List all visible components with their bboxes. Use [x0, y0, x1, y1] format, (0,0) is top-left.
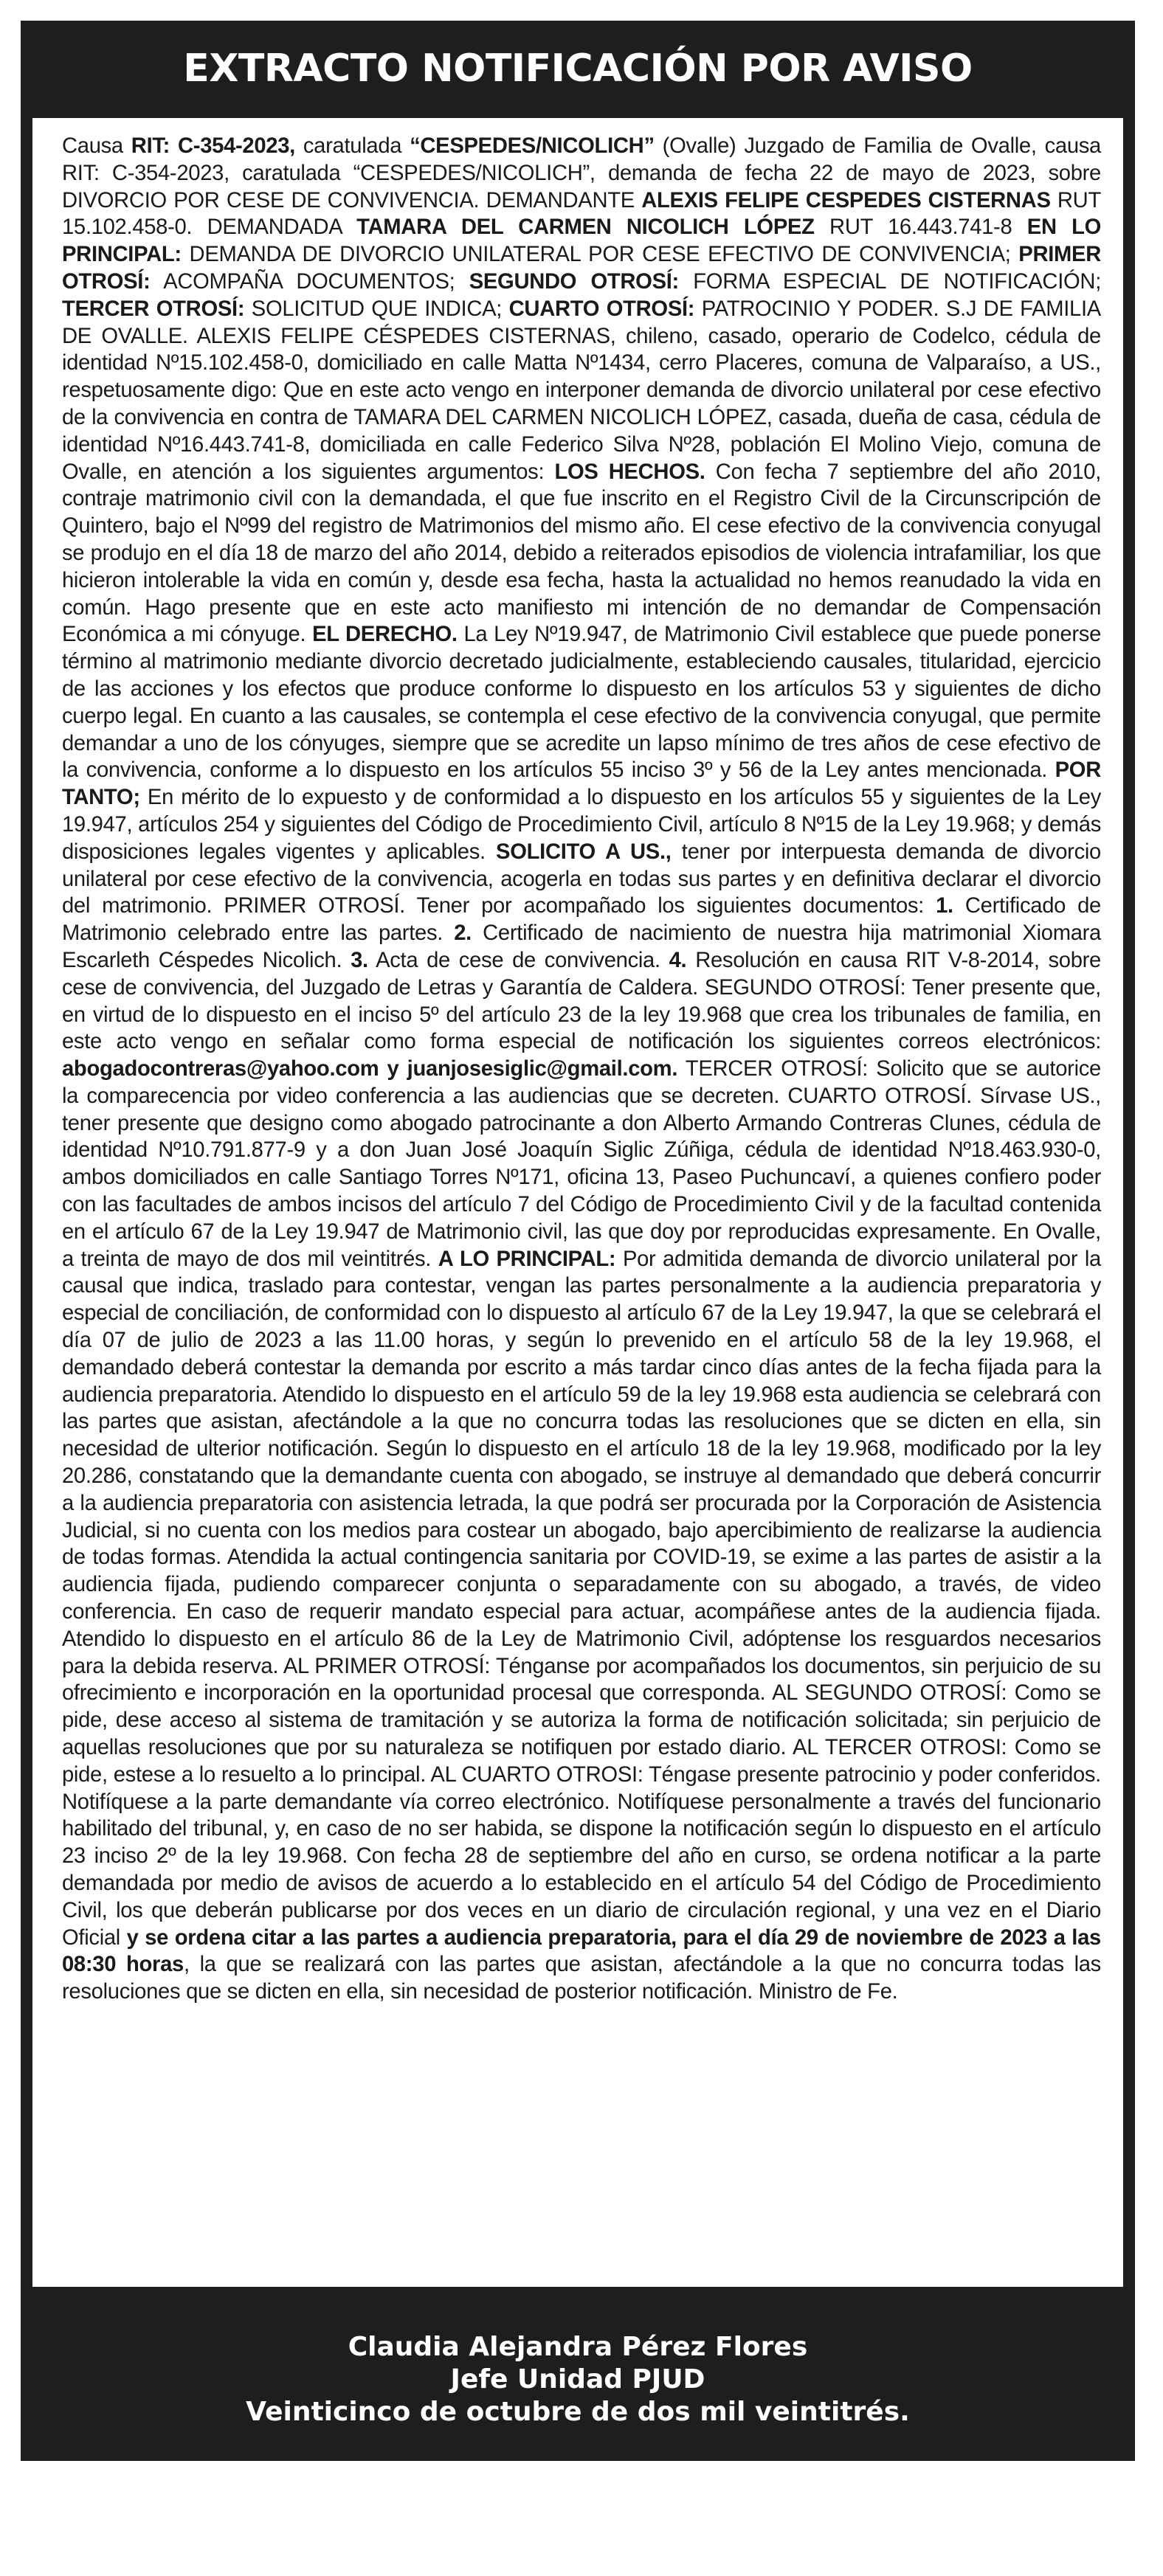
body-text: Certificado de nacimiento de nuestra hija matrimonial Xiomara Escarleth Céspedes Nicolich. — [62, 921, 1101, 972]
body-bold-text: EN LO PRINCIPAL: — [62, 215, 1102, 267]
signature-date: Veinticinco de octubre de dos mil veintitrés. — [246, 2397, 910, 2427]
body-bold-text: 3. — [351, 948, 368, 972]
body-bold-text: “CESPEDES/NICOLICH” — [410, 134, 655, 158]
body-text: La Ley Nº19.947, de Matrimonio Civil establece que puede ponerse término al matrimonio mediante divorcio decretado judicialmente, estableciendo causales, titularidad, ejercicio de las acciones y los efectos que produce conforme lo dispuesto en los artículos 53 y siguientes de dicho cuerpo legal. En cuanto a las causales, se contempla el cese efectivo de la convivencia conyugal, que permite demandar a uno de los cónyuges, siempre que se acredite un lapso mínimo de tres años de cese efectivo de la convivencia, conforme a lo dispuesto en los artículos 55 inciso 3º y 56 de la Ley antes mencionada. — [62, 623, 1101, 783]
body-bold-text: 2. — [454, 921, 472, 946]
body-paragraph — [62, 133, 1101, 2006]
body-text: Certificado de Matrimonio celebrado entre las partes. — [62, 894, 1101, 946]
notice-frame — [21, 21, 1135, 2461]
body-text: En mérito de lo expuesto y de conformidad a lo dispuesto en los artículos 55 y siguientes de la Ley 19.947, artículos 254 y siguientes del Código de Procedimiento Civil, artículo 8 Nº15 de la Ley 19.968; y demás disposiciones legales vigentes y aplicables. — [62, 786, 1101, 864]
body-text: , la que se realizará con las partes que asistan, afectándole a la que no concurra todas las resoluciones que se dicten en ella, sin necesidad de posterior notificación. Ministro de Fe. — [62, 1953, 1101, 2004]
body-text: (Ovalle) Juzgado de Familia de Ovalle, causa RIT: C-354-2023, caratulada “CESPEDES/NICOLICH”, demanda de fecha 22 de mayo de 2023, sobre DIVORCIO POR CESE DE CONVIVENCIA. DEMANDANTE — [62, 134, 1101, 212]
body-text: Causa — [62, 134, 131, 158]
body-bold-text: EL DERECHO. — [312, 623, 458, 647]
body-bold-text: A LO PRINCIPAL: — [438, 1247, 616, 1271]
notice-title: EXTRACTO NOTIFICACIÓN POR AVISO — [183, 46, 973, 91]
body-text: RUT 15.102.458-0. DEMANDADA — [62, 188, 1101, 240]
body-text: TERCER OTROSÍ: Solicito que se autorice la comparecencia por video conferencia a las audiencias que se decreten. CUARTO OTROSÍ. Sírvase US., tener presente que designo como abogado patrocinante a don Alberto Armando Contreras Clunes, cédula de identidad Nº10.791.877-9 y a don Juan José Joaquín Siglic Zúñiga, cédula de identidad Nº18.463.930-0, ambos domiciliados en calle Santiago Torres Nº171, oficina 13, Paseo Puchuncaví, a quienes confiero poder con las facultades de ambos incisos del artículo 7 del Código de Procedimiento Civil y de la facultad contenida en el artículo 67 de la Ley 19.947 de Matrimonio civil, las que doy por reproducidas expresamente. En Ovalle, a treinta de mayo de dos mil veintitrés. — [62, 1057, 1101, 1271]
body-bold-text: SOLICITO A US., — [496, 839, 672, 864]
notice-body — [32, 118, 1123, 2287]
body-text: SOLICITUD QUE INDICA; — [244, 297, 509, 321]
body-text: PATROCINIO Y PODER. S.J DE FAMILIA DE OVALLE. ALEXIS FELIPE CÉSPEDES CISTERNAS, chileno, casado, operario de Codelco, cédula de identidad Nº15.102.458-0, domiciliado en calle Matta Nº1434, cerro Placeres, comuna de Valparaíso, a US., respetuosamente digo: Que en este acto vengo en interponer demanda de divorcio unilateral por cese efectivo de la convivencia en contra de TAMARA DEL CARMEN NICOLICH LÓPEZ, casada, dueña de casa, cédula de identidad Nº16.443.741-8, domiciliada en calle Federico Silva Nº28, población El Molino Viejo, comuna de Ovalle, en atención a los siguientes argumentos: — [62, 297, 1101, 484]
body-bold-text: PRIMER OTROSÍ: — [62, 243, 1101, 294]
body-bold-text: TERCER OTROSÍ: — [62, 297, 245, 321]
body-bold-text: TAMARA DEL CARMEN NICOLICH LÓPEZ — [356, 215, 815, 240]
body-text: Resolución en causa RIT V-8-2014, sobre cese de convivencia, del Juzgado de Letras y Garantía de Caldera. SEGUNDO OTROSÍ: Tener presente que, en virtud de lo dispuesto en el inciso 5º del artículo 23 de la ley 19.968 que crea los tribunales de familia, en este acto vengo en señalar como forma especial de notificación los siguientes correos electrónicos: — [62, 948, 1101, 1054]
body-bold-text: RIT: C-354-2023, — [131, 134, 295, 158]
body-text: tener por interpuesta demanda de divorcio unilateral por cese efectivo de la convivencia, acogerla en todas sus partes y en definitiva declarar el divorcio del matrimonio. PRIMER OTROSÍ. Tener por acompañado los siguientes documentos: — [62, 839, 1101, 918]
body-bold-text: ALEXIS FELIPE CESPEDES CISTERNAS — [641, 188, 1051, 212]
signatory-name: Claudia Alejandra Pérez Flores — [348, 2332, 808, 2362]
body-bold-text: 4. — [669, 948, 687, 972]
body-bold-text: abogadocontreras@yahoo.com y juanjosesiglic@gmail.com. — [62, 1057, 678, 1081]
body-text: Acta de cese de convivencia. — [367, 948, 669, 972]
body-text: RUT 16.443.741-8 — [814, 215, 1027, 240]
body-bold-text: 1. — [936, 894, 953, 918]
signatory-role: Jefe Unidad PJUD — [450, 2364, 705, 2395]
signature-block — [21, 2331, 1135, 2428]
body-text: Con fecha 7 septiembre del año 2010, contraje matrimonio civil con la demandada, el que fue inscrito en el Registro Civil de la Circunscripción de Quintero, bajo el Nº99 del registro de Matrimonios del mismo año. El cese efectivo de la convivencia conyugal se produjo en el día 18 de marzo del año 2014, debido a reiterados episodios de violencia intrafamiliar, los que hicieron intolerable la vida en común y, desde esa fecha, hasta la actualidad no hemos reanudado la vida en común. Hago presente que en este acto manifiesto mi intención de no demandar de Compensación Económica a mi cónyuge. — [62, 460, 1102, 647]
body-bold-text: POR TANTO; — [62, 758, 1101, 810]
body-bold-text: SEGUNDO OTROSÍ: — [469, 269, 679, 294]
body-text: ACOMPAÑA DOCUMENTOS; — [150, 269, 469, 294]
body-bold-text: LOS HECHOS. — [554, 460, 705, 484]
body-text: FORMA ESPECIAL DE NOTIFICACIÓN; — [678, 269, 1102, 294]
body-bold-text: y se ordena citar a las partes a audiencia preparatoria, para el día 29 de noviembre de 2023 a las 08:30 horas — [62, 1925, 1101, 1977]
body-bold-text: CUARTO OTROSÍ: — [508, 297, 695, 321]
body-text: Por admitida demanda de divorcio unilateral por la causal que indica, traslado para contestar, vengan las partes personalmente a la audiencia preparatoria y especial de conciliación, de conformidad con lo dispuesto al artículo 67 de la Ley 19.947, la que se celebrará el día 07 de julio de 2023 a las 11.00 horas, y según lo prevenido en el artículo 58 de la ley 19.968, el demandado deberá contestar la demanda por escrito a más tardar cinco días antes de la fecha fijada para la audiencia preparatoria. Atendido lo dispuesto en el artículo 59 de la ley 19.968 esta audiencia se celebrará con las partes que asistan, afectándole a la que no concurra todas las resoluciones que se dicten en ella, sin necesidad de ulterior notificación. Según lo dispuesto en el artículo 18 de la ley 19.968, modificado por la ley 20.286, constatando que la demandante cuenta con abogado, se instruye al demandado que deberá concurrir a la audiencia preparatoria con asistencia letrada, la que podrá ser procurada por la Corporación de Asistencia Judicial, si no cuenta con los medios para costear un abogado, bajo apercibimiento de realizarse la audiencia de todas formas. Atendida la actual contingencia sanitaria por COVID-19, se exime a las partes de asistir a la audiencia fijada, pudiendo comparecer conjunta o separadamente con su abogado, a través, de video conferencia. En caso de requerir mandato especial para actuar, acompáñese antes de la audiencia fijada. Atendido lo dispuesto en el artículo 86 de la Ley de Matrimonio Civil, adóptense los resguardos necesarios para la debida reserva. AL PRIMER OTROSÍ: Ténganse por acompañados los documentos, sin perjuicio de su ofrecimiento e incorporación en la oportunidad procesal que corresponda. AL SEGUNDO OTROSÍ: Como se pide, dese acceso al sistema de tramitación y se autoriza la forma de notificación solicitada; sin perjuicio de aquellas resoluciones que por su naturaleza se notifiquen por estado diario. AL TERCER OTROSI: Como se pide, estese a lo resuelto a lo principal. AL CUARTO OTROSI: Téngase presente patrocinio y poder conferidos. Notifíquese a la parte demandante vía correo electrónico. Notifíquese personalmente a través del funcionario habilitado del tribunal, y, en caso de no ser habida, se dispone la notificación según lo dispuesto en el artículo 23 inciso 2º de la ley 19.968. Con fecha 28 de septiembre del año en curso, se ordena notificar a la parte demandada por medio de avisos de acuerdo a lo establecido en el artículo 54 del Código de Procedimiento Civil, los que deberán publicarse por dos veces en un diario de circulación regional, y una vez en el Diario Oficial — [62, 1247, 1101, 1950]
body-text: caratulada — [294, 134, 410, 158]
body-text: DEMANDA DE DIVORCIO UNILATERAL POR CESE EFECTIVO DE CONVIVENCIA; — [181, 243, 1019, 267]
